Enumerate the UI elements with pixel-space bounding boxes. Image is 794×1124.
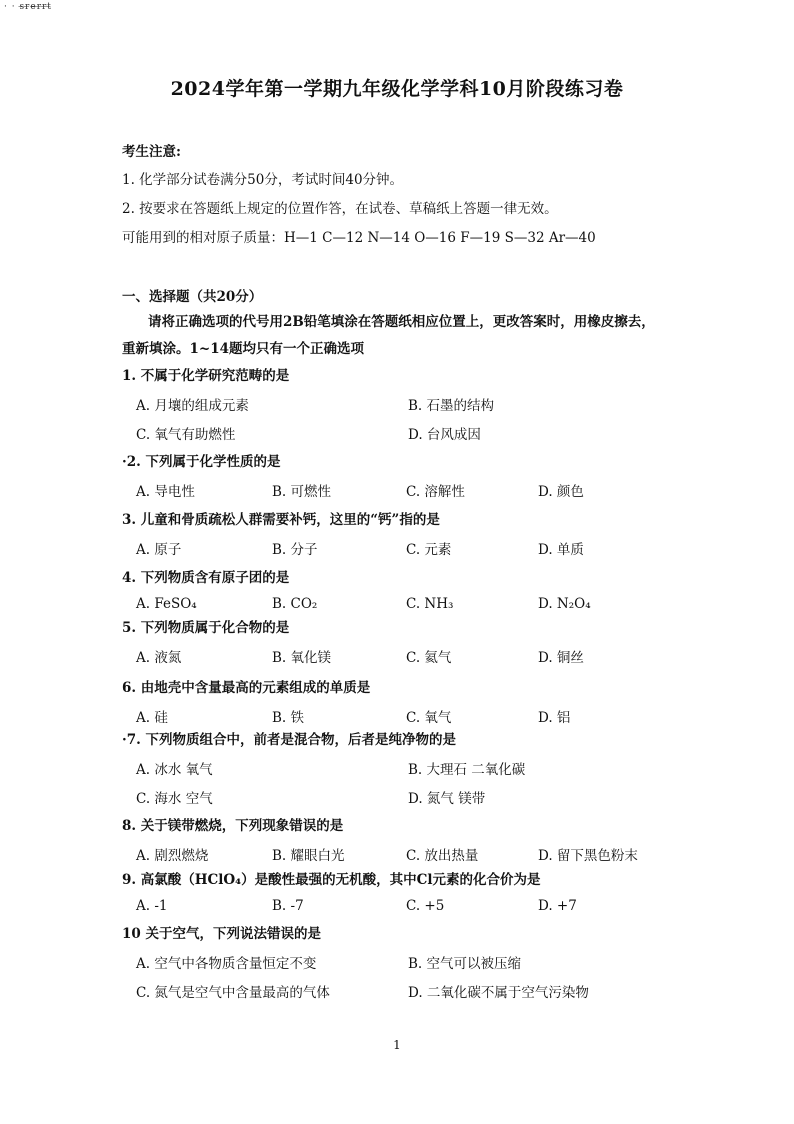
option-a: A. 硅 <box>136 710 168 726</box>
option-row <box>122 787 742 807</box>
atomic-masses: 可能用到的相对原子质量：H—1 C—12 N—14 O—16 F—19 S—32 Ar—40 <box>122 230 596 246</box>
option-d: D. 台风成因 <box>408 427 481 443</box>
question-2 <box>122 452 742 500</box>
page-number: 1 <box>393 1038 401 1052</box>
option-b: B. 氧化镁 <box>272 650 332 666</box>
option-row <box>122 898 742 918</box>
exam-title: 2024学年第一学期九年级化学学科10月阶段练习卷 <box>170 78 624 100</box>
option-a: A. 原子 <box>136 542 182 558</box>
option-a: A. 月壤的组成元素 <box>136 398 249 414</box>
notice-line-2: 2. 按要求在答题纸上规定的位置作答，在试卷、草稿纸上答题一律无效。 <box>122 201 558 217</box>
option-row <box>122 758 742 778</box>
notice-line-1: 1. 化学部分试卷满分50分，考试时间40分钟。 <box>122 172 404 188</box>
question-stem: 1. 不属于化学研究范畴的是 <box>122 368 290 384</box>
option-b: B. -7 <box>272 898 304 914</box>
option-a: A. 导电性 <box>136 484 195 500</box>
option-b: B. 可燃性 <box>272 484 332 500</box>
question-stem: 5. 下列物质属于化合物的是 <box>122 620 290 636</box>
question-10 <box>122 924 742 1001</box>
question-stem: 8. 关于镁带燃烧，下列现象错误的是 <box>122 818 344 834</box>
question-9 <box>122 870 742 918</box>
option-b: B. 耀眼白光 <box>272 848 345 864</box>
option-d: D. N₂O₄ <box>538 596 591 612</box>
question-stem: 3. 儿童和骨质疏松人群需要补钙，这里的“钙”指的是 <box>122 512 440 528</box>
option-a: A. -1 <box>136 898 168 914</box>
option-c: C. 元素 <box>406 542 452 558</box>
section-instruction-2: 重新填涂。1~14题均只有一个正确选项 <box>122 341 364 357</box>
question-1 <box>122 366 742 443</box>
question-stem: 9. 高氯酸（HClO₄）是酸性最强的无机酸，其中Cl元素的化合价为是 <box>122 872 541 888</box>
option-row <box>122 952 742 972</box>
option-c: C. +5 <box>406 898 445 914</box>
option-c: C. 氧气 <box>406 710 452 726</box>
option-d: D. 留下黑色粉末 <box>538 848 638 864</box>
option-b: B. 分子 <box>272 542 318 558</box>
option-d: D. 颜色 <box>538 484 584 500</box>
question-7 <box>122 730 742 807</box>
question-stem: 6. 由地壳中含量最高的元素组成的单质是 <box>122 680 371 696</box>
option-row <box>122 480 742 500</box>
option-row <box>122 646 742 666</box>
option-c: C. 溶解性 <box>406 484 465 500</box>
option-a: A. FeSO₄ <box>136 596 197 612</box>
section-instruction-1: 请将正确选项的代号用2B铅笔填涂在答题纸相应位置上，更改答案时，用橡皮擦去， <box>148 314 655 330</box>
question-stem: ·7. 下列物质组合中，前者是混合物，后者是纯净物的是 <box>122 732 456 748</box>
option-c: C. 氦气 <box>406 650 452 666</box>
option-c: C. 氮气是空气中含量最高的气体 <box>136 985 330 1001</box>
option-row <box>122 706 742 726</box>
option-d: D. 单质 <box>538 542 584 558</box>
option-b: B. 石墨的结构 <box>408 398 495 414</box>
option-a: A. 冰水 氧气 <box>136 762 213 778</box>
notice-heading: 考生注意: <box>122 144 181 160</box>
question-stem: 10 关于空气，下列说法错误的是 <box>122 926 321 942</box>
option-row <box>122 423 742 443</box>
question-4 <box>122 568 742 616</box>
option-d: D. +7 <box>538 898 577 914</box>
option-a: A. 剧烈燃烧 <box>136 848 209 864</box>
option-a: A. 空气中各物质含量恒定不变 <box>136 956 317 972</box>
option-d: D. 氮气 镁带 <box>408 791 486 807</box>
question-6 <box>122 678 742 726</box>
option-d: D. 铝 <box>538 710 571 726</box>
corner-mark: · · s̶r̶e̶r̶r̶t̶ <box>4 2 52 12</box>
option-d: D. 二氧化碳不属于空气污染物 <box>408 985 589 1001</box>
option-c: C. 放出热量 <box>406 848 479 864</box>
question-8 <box>122 816 742 864</box>
question-stem: 4. 下列物质含有原子团的是 <box>122 570 290 586</box>
option-a: A. 液氮 <box>136 650 182 666</box>
option-row <box>122 981 742 1001</box>
question-3 <box>122 510 742 558</box>
option-row <box>122 394 742 414</box>
option-c: C. 海水 空气 <box>136 791 213 807</box>
section-heading: 一、选择题（共20分） <box>122 289 263 305</box>
option-c: C. 氧气有助燃性 <box>136 427 236 443</box>
option-row <box>122 596 742 616</box>
question-stem: ·2. 下列属于化学性质的是 <box>122 454 281 470</box>
option-b: B. 铁 <box>272 710 305 726</box>
option-row <box>122 538 742 558</box>
option-b: B. 空气可以被压缩 <box>408 956 522 972</box>
option-b: B. CO₂ <box>272 596 318 612</box>
question-5 <box>122 618 742 666</box>
option-d: D. 铜丝 <box>538 650 584 666</box>
option-c: C. NH₃ <box>406 596 454 612</box>
option-b: B. 大理石 二氧化碳 <box>408 762 526 778</box>
option-row <box>122 844 742 864</box>
